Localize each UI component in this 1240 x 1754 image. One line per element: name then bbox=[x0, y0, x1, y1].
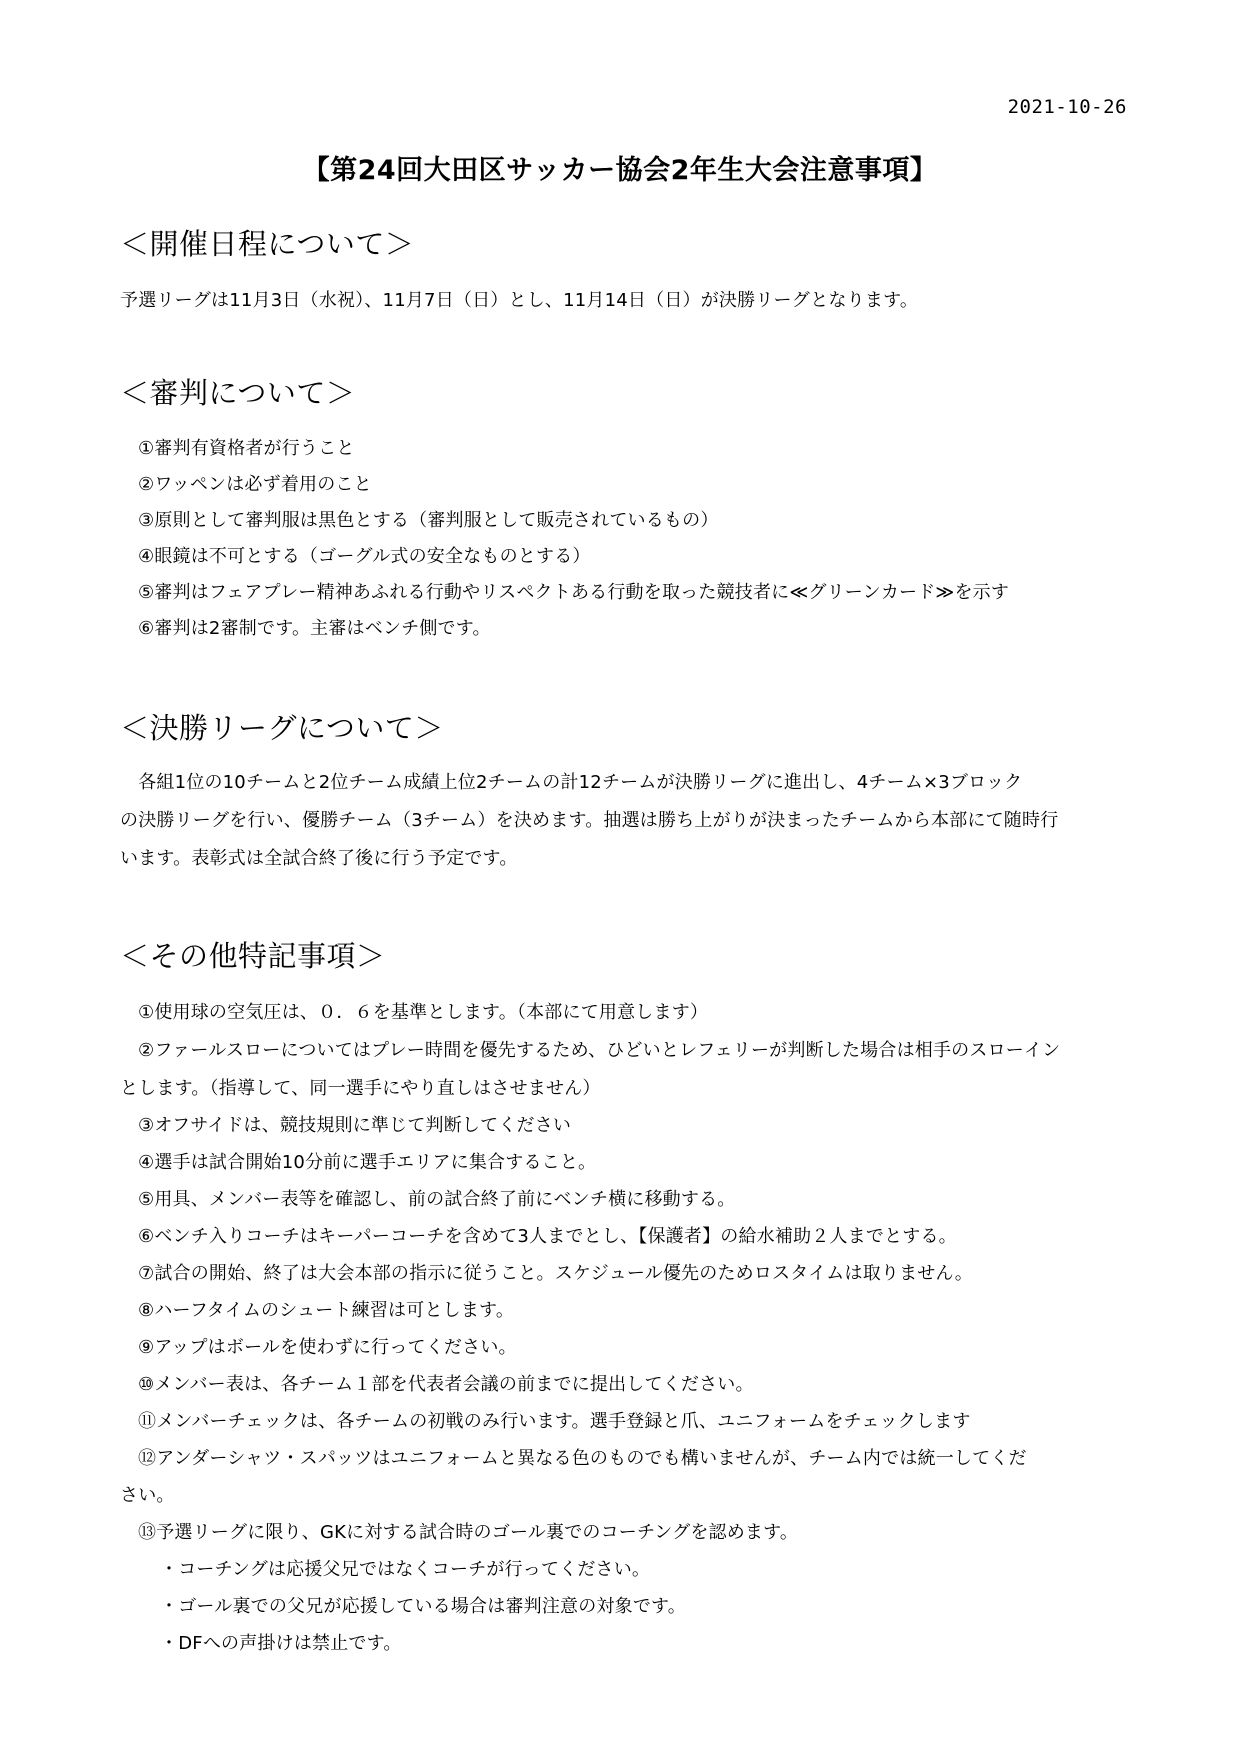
other-note-item: さい。 bbox=[120, 1485, 175, 1506]
other-note-item: ④選手は試合開始10分前に選手エリアに集合すること。 bbox=[138, 1152, 597, 1173]
referee-heading: ＜審判について＞ bbox=[120, 376, 356, 410]
document-date: 2021-10-26 bbox=[1007, 96, 1127, 118]
other-note-item: ⑥ベンチ入りコーチはキーパーコーチを含めて3人までとし、【保護者】の給水補助２人までとする。 bbox=[138, 1226, 957, 1247]
other-note-item: ⑧ハーフタイムのシュート練習は可とします。 bbox=[138, 1300, 515, 1321]
referee-item: ③原則として審判服は黒色とする（審判服として販売されているもの） bbox=[138, 510, 719, 531]
other-note-item: ②ファールスローについてはプレー時間を優先するため、ひどいとレフェリーが判断した場合は相手のスローイン bbox=[138, 1040, 1061, 1061]
referee-item: ⑥審判は2審制です。主審はベンチ側です。 bbox=[138, 618, 491, 639]
other-note-item: ⑬予選リーグに限り、GKに対する試合時のゴール裏でのコーチングを認めます。 bbox=[138, 1522, 799, 1543]
document-title: 【第24回大田区サッカー協会2年生大会注意事項】 bbox=[302, 155, 938, 186]
final-league-heading: ＜決勝リーグについて＞ bbox=[120, 711, 444, 745]
referee-item: ①審判有資格者が行うこと bbox=[138, 438, 355, 459]
other-note-item: ③オフサイドは、競技規則に準じて判断してください bbox=[138, 1115, 572, 1136]
final-league-line: います。表彰式は全試合終了後に行う予定です。 bbox=[120, 848, 518, 869]
schedule-heading: ＜開催日程について＞ bbox=[120, 227, 415, 261]
referee-item: ②ワッペンは必ず着用のこと bbox=[138, 474, 372, 495]
other-note-item: ⑩メンバー表は、各チーム１部を代表者会議の前までに提出してください。 bbox=[138, 1374, 754, 1395]
referee-item: ④眼鏡は不可とする（ゴーグル式の安全なものとする） bbox=[138, 546, 591, 567]
other-note-subitem: ・コーチングは応援父兄ではなくコーチが行ってください。 bbox=[160, 1559, 651, 1580]
other-note-item: ⑨アップはボールを使わずに行ってください。 bbox=[138, 1337, 517, 1358]
other-note-item: ①使用球の空気圧は、０．６を基準とします。（本部にて用意します） bbox=[138, 1002, 709, 1023]
other-note-item: ⑤用具、メンバー表等を確認し、前の試合終了前にベンチ横に移動する。 bbox=[138, 1189, 736, 1210]
other-note-subitem: ・DFへの声掛けは禁止です。 bbox=[160, 1633, 402, 1654]
final-league-line: 各組1位の10チームと2位チーム成績上位2チームの計12チームが決勝リーグに進出し、4チーム×3ブロック bbox=[120, 772, 1023, 793]
other-note-item: ⑫アンダーシャツ・スパッツはユニフォームと異なる色のものでも構いませんが、チーム内では統一してくだ bbox=[138, 1448, 1027, 1469]
other-note-subitem: ・ゴール裏での父兄が応援している場合は審判注意の対象です。 bbox=[160, 1596, 686, 1617]
other-notes-heading: ＜その他特記事項＞ bbox=[120, 939, 386, 973]
other-note-item: とします。（指導して、同一選手にやり直しはさせません） bbox=[120, 1078, 601, 1099]
final-league-line: の決勝リーグを行い、優勝チーム（3チーム）を決めます。抽選は勝ち上がりが決まったチームから本部にて随時行 bbox=[120, 810, 1059, 831]
other-note-item: ⑪メンバーチェックは、各チームの初戦のみ行います。選手登録と爪、ユニフォームをチェックします bbox=[138, 1411, 971, 1432]
other-note-item: ⑦試合の開始、終了は大会本部の指示に従うこと。スケジュール優先のためロスタイムは取りません。 bbox=[138, 1263, 973, 1284]
referee-item: ⑤審判はフェアプレー精神あふれる行動やリスペクトある行動を取った競技者に≪グリーンカード≫を示す bbox=[138, 582, 1010, 603]
schedule-text: 予選リーグは11月3日（水祝）、11月7日（日）とし、11月14日（日）が決勝リーグとなります。 bbox=[120, 290, 919, 311]
